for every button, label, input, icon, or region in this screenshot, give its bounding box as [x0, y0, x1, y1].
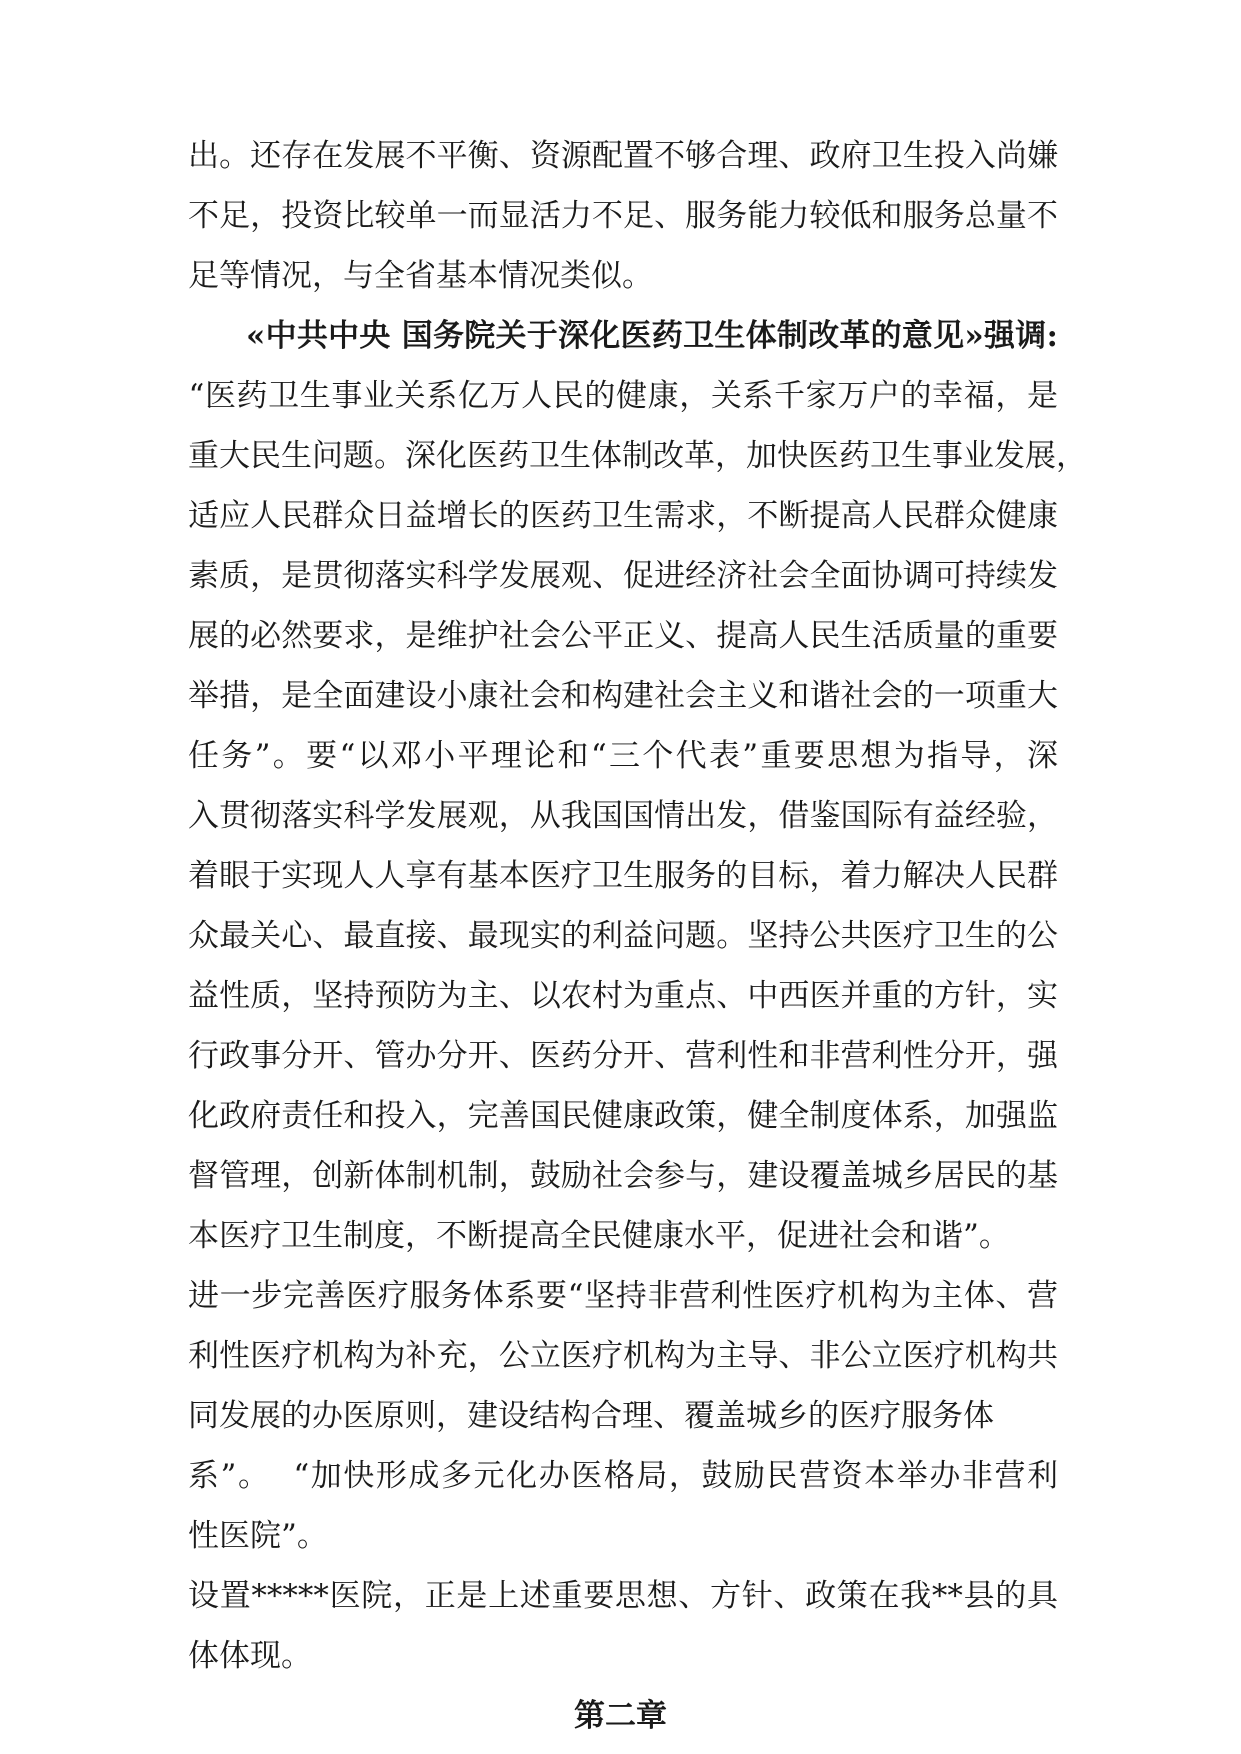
paragraph-line: 进一步完善医疗服务体系要“坚持非营利性医疗机构为主体、营 — [188, 1278, 1058, 1314]
paragraph-line: 行政事分开、管办分开、医药分开、营利性和非营利性分开，强 — [188, 1038, 1058, 1074]
paragraph-line: 利性医疗机构为补充，公立医疗机构为主导、非公立医疗机构共 — [188, 1338, 1058, 1374]
paragraph-line: 出。还存在发展不平衡、资源配置不够合理、政府卫生投入尚嫌 — [188, 138, 1058, 174]
paragraph-line: 不足，投资比较单一而显活力不足、服务能力较低和服务总量不 — [188, 198, 1058, 234]
paragraph-line: 适应人民群众日益增长的医药卫生需求，不断提高人民群众健康 — [188, 498, 1058, 534]
paragraph-line: 设置*****医院，正是上述重要思想、方针、政策在我**县的具 — [188, 1578, 1058, 1614]
paragraph-line: “医药卫生事业关系亿万人民的健康，关系千家万户的幸福，是 — [178, 378, 1058, 414]
paragraph-line: 足等情况，与全省基本情况类似。 — [188, 258, 653, 294]
paragraph-line: 本医疗卫生制度，不断提高全民健康水平，促进社会和谐”。 — [188, 1218, 1010, 1254]
paragraph-line: 性医院”。 — [188, 1518, 328, 1554]
paragraph-line: 素质，是贯彻落实科学发展观、促进经济社会全面协调可持续发 — [188, 558, 1058, 594]
paragraph-line: 益性质，坚持预防为主、以农村为重点、中西医并重的方针，实 — [188, 978, 1058, 1014]
paragraph-line: 入贯彻落实科学发展观，从我国国情出发，借鉴国际有益经验， — [188, 798, 1058, 834]
paragraph-line: 化政府责任和投入，完善国民健康政策，健全制度体系，加强监 — [188, 1098, 1058, 1134]
paragraph-line: 着眼于实现人人享有基本医疗卫生服务的目标，着力解决人民群 — [188, 858, 1058, 894]
paragraph-line: 体体现。 — [188, 1638, 312, 1674]
paragraph-line: 系”。 “加快形成多元化办医格局，鼓励民营资本举办非营利 — [188, 1458, 1058, 1494]
paragraph-line: 展的必然要求，是维护社会公平正义、提高人民生活质量的重要 — [188, 618, 1058, 654]
paragraph-line: 重大民生问题。深化医药卫生体制改革，加快医药卫生事业发展， — [188, 438, 1087, 474]
paragraph-line: 同发展的办医原则，建设结构合理、覆盖城乡的医疗服务体 — [188, 1398, 994, 1434]
paragraph-line: 举措，是全面建设小康社会和构建社会主义和谐社会的一项重大 — [188, 678, 1058, 714]
chapter-title: 第二章 — [574, 1698, 667, 1734]
paragraph-line: 任务”。要“以邓小平理论和“三个代表”重要思想为指导，深 — [188, 738, 1058, 774]
paragraph-line: 督管理，创新体制机制，鼓励社会参与，建设覆盖城乡居民的基 — [188, 1158, 1058, 1194]
section-heading: «中共中央 国务院关于深化医药卫生体制改革的意见»强调: — [246, 318, 1058, 354]
paragraph-line: 众最关心、最直接、最现实的利益问题。坚持公共医疗卫生的公 — [188, 918, 1058, 954]
